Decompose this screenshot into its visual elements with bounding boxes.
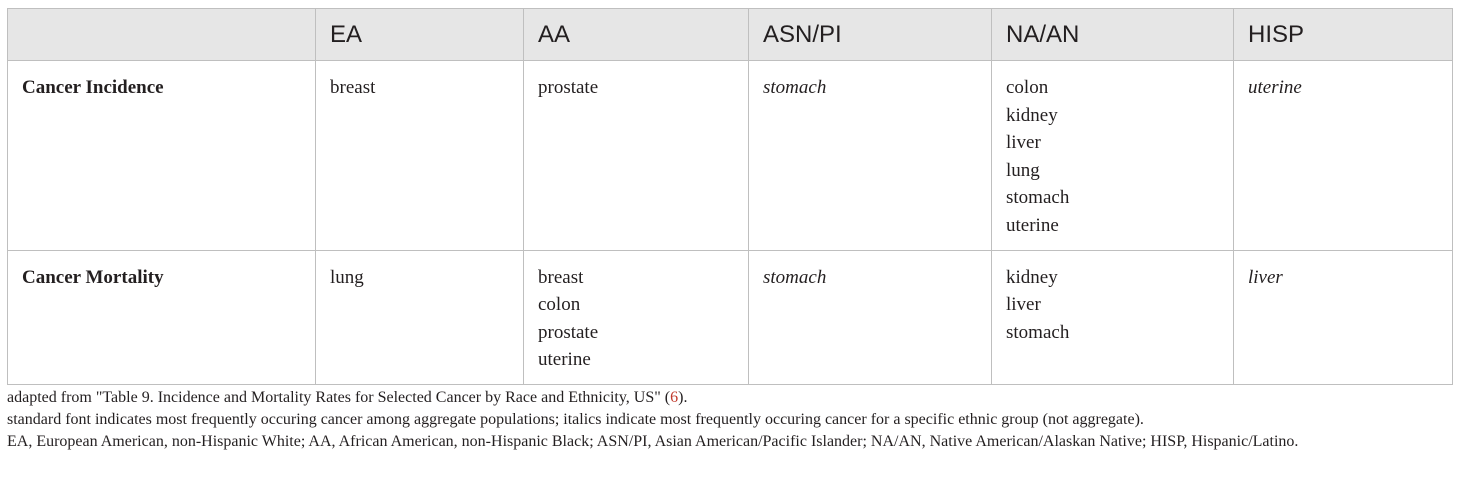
cell-incidence-hisp bbox=[1234, 61, 1453, 251]
cancer-type-item: colon bbox=[538, 294, 581, 316]
cancer-type-item: uterine bbox=[1006, 214, 1059, 236]
cancer-type-item: stomach bbox=[763, 266, 827, 288]
cell-incidence-asn-pi bbox=[749, 61, 992, 251]
cancer-type-item: liver bbox=[1006, 294, 1041, 316]
cell-incidence-ea bbox=[316, 61, 524, 251]
cancer-type-item: stomach bbox=[1006, 321, 1070, 343]
cancer-type-item: liver bbox=[1006, 132, 1041, 154]
cancer-type-item: kidney bbox=[1006, 104, 1058, 126]
cancer-type-item: lung bbox=[1006, 159, 1040, 181]
row-label-mortality: Cancer Mortality bbox=[8, 250, 316, 384]
cancer-type-item: uterine bbox=[538, 349, 591, 371]
cell-mortality-hisp bbox=[1234, 250, 1453, 384]
header-cell-asn-pi: ASN/PI bbox=[749, 9, 992, 61]
footnote-abbreviations: EA, European American, non-Hispanic White; AA, African American, non-Hispanic Black; ASN/PI, Asian American/Pacific Islander; NA/AN, Native American/Alaskan Native; HISP, Hispanic/Latino. bbox=[7, 433, 1299, 450]
header-cell-aa: AA bbox=[524, 9, 749, 61]
cell-mortality-asn-pi bbox=[749, 250, 992, 384]
header-cell-hisp: HISP bbox=[1234, 9, 1453, 61]
footnote-source-prefix: adapted from "Table 9. Incidence and Mortality Rates for Selected Cancer by Race and Ethnicity, US" ( bbox=[7, 389, 671, 406]
cancer-type-item: liver bbox=[1248, 266, 1283, 288]
cancer-table-container bbox=[7, 8, 1452, 385]
cancer-type-item: colon bbox=[1006, 77, 1049, 98]
cell-incidence-na-an bbox=[992, 61, 1234, 251]
cancer-type-item: lung bbox=[330, 266, 364, 288]
table-row-mortality bbox=[8, 250, 1453, 384]
table-header-row bbox=[8, 9, 1453, 61]
cell-incidence-aa bbox=[524, 61, 749, 251]
cell-mortality-na-an bbox=[992, 250, 1234, 384]
cancer-type-item: prostate bbox=[538, 321, 599, 343]
footnote-source bbox=[7, 387, 1453, 409]
table-row-incidence bbox=[8, 61, 1453, 251]
reference-link[interactable]: 6 bbox=[670, 389, 679, 406]
cancer-type-item: uterine bbox=[1248, 77, 1302, 98]
table-footnotes bbox=[7, 387, 1453, 453]
header-cell-na-an: NA/AN bbox=[992, 9, 1234, 61]
footnote-font-note: standard font indicates most frequently occuring cancer among aggregate populations; italics indicate most frequently occuring cancer for a specific ethnic group (not aggregate). bbox=[7, 411, 1144, 428]
cancer-table bbox=[7, 8, 1453, 385]
cancer-type-item: breast bbox=[538, 266, 584, 288]
footnote-source-suffix: ). bbox=[678, 389, 688, 406]
cancer-type-item: breast bbox=[330, 77, 376, 98]
cancer-type-item: stomach bbox=[1006, 187, 1070, 209]
cell-mortality-ea bbox=[316, 250, 524, 384]
cell-mortality-aa bbox=[524, 250, 749, 384]
cancer-type-item: prostate bbox=[538, 77, 599, 98]
header-cell-ea: EA bbox=[316, 9, 524, 61]
row-label-incidence: Cancer Incidence bbox=[8, 61, 316, 251]
cancer-type-item: kidney bbox=[1006, 266, 1058, 288]
cancer-type-item: stomach bbox=[763, 77, 827, 98]
header-cell-empty bbox=[8, 9, 316, 61]
